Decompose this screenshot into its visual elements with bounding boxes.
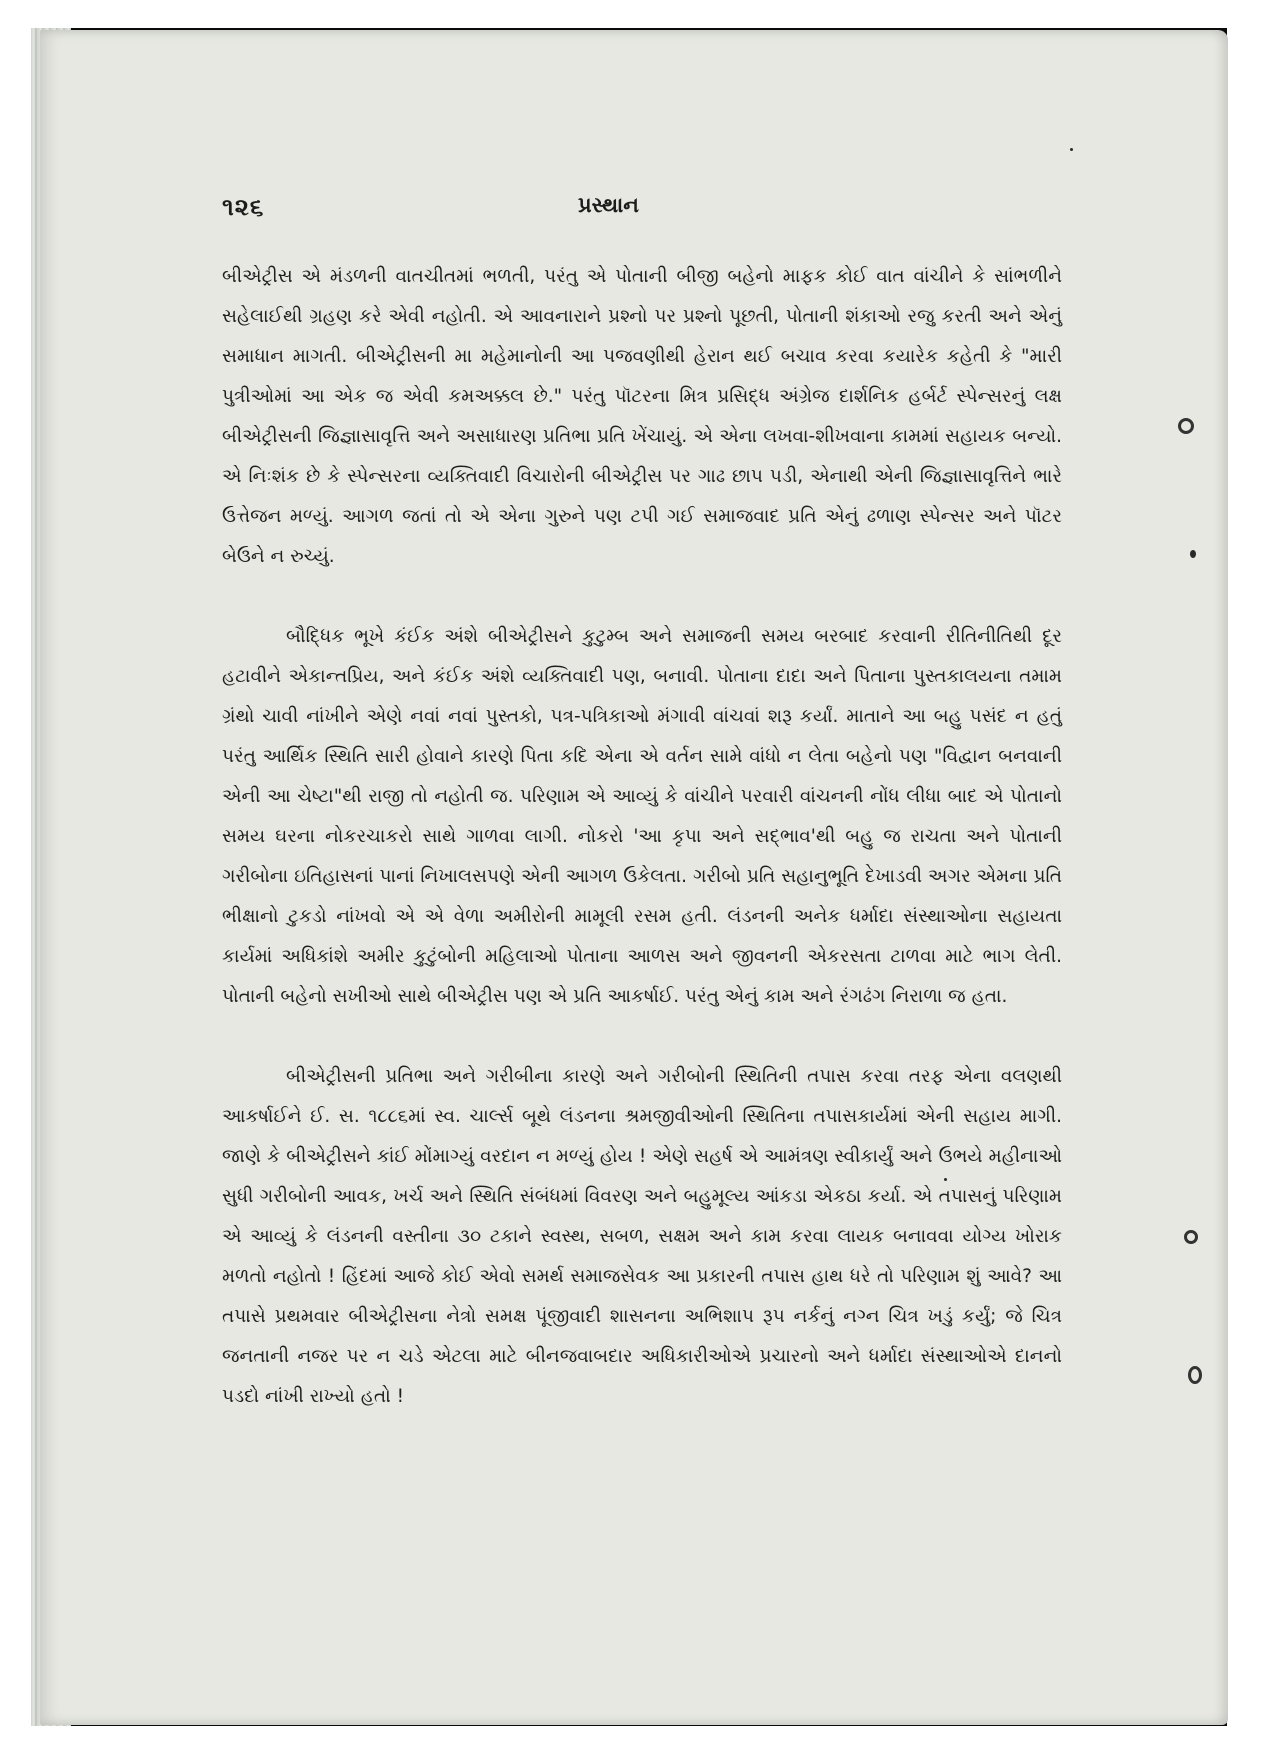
paragraph: બીએટ્રીસની પ્રતિભા અને ગરીબીના કારણે અને ગરીબોની સ્થિતિની તપાસ કરવા તરફ એના વલણથી આકર્ષાઈને ઈ. સ. ૧૮૮૬માં સ્વ. ચાર્લ્સ બૂથે લંડનના શ્રમજીવીઓની સ્થિતિના તપાસકાર્યમાં એની સહાય માગી. જાણે કે બીએટ્રીસને કાંઈ મોંમાગ્યું વરદાન ન મળ્યું હોય ! એણે સહર્ષ એ આમંત્રણ સ્વીકાર્યું અને ઉભયે મહીનાઓ સુધી ગરીબોની આવક, ખર્ચ અને સ્થિતિ સંબંધમાં વિવરણ અને બહુમૂલ્ય આંકડા એકઠા કર્યા. એ તપાસનું પરિણામ એ આવ્યું કે લંડનની વસ્તીના ૩૦ ટકાને સ્વસ્થ, સબળ, સક્ષમ અને કામ કરવા લાયક બનાવવા યોગ્ય ખોરાક મળતો નહોતો ! હિંદમાં આજે કોઈ એવો સમર્થ સમાજસેવક આ પ્રકારની તપાસ હાથ ધરે તો પરિણામ શું આવે? આ તપાસે પ્રથમવાર બીએટ્રીસના નેત્રો સમક્ષ પૂંજીવાદી શાસનના અભિશાપ રૂપ નર્કનું નગ્ન ચિત્ર ખડું કર્યું; જે ચિત્ર જનતાની નજર પર ન ચડે એટલા માટે બીનજવાબદાર અધિકારીઓએ પ્રચારનો અને ધર્માદા સંસ્થાઓએ દાનનો પડદો નાંખી રાખ્યો હતો !: [222, 1066, 1062, 1407]
speck-mark: [1070, 148, 1073, 151]
binding-hole-mark: [1184, 1230, 1198, 1244]
body-text: [222, 257, 1062, 1417]
binding-hole-mark: [1178, 418, 1194, 434]
paragraph: બૌદ્ધિક ભૂખે કંઈક અંશે બીએટ્રીસને કુટુમ્બ અને સમાજની સમય બરબાદ કરવાની રીતિનીતિથી દૂર હટાવીને એકાન્તપ્રિય, અને કંઈક અંશે વ્યક્તિવાદી પણ, બનાવી. પોતાના દાદા અને પિતાના પુસ્તકાલયના તમામ ગ્રંથો ચાવી નાંખીને એણે નવાં નવાં પુસ્તકો, પત્ર-પત્રિકાઓ મંગાવી વાંચવાં શરૂ કર્યાં. માતાને આ બહુ પસંદ ન હતું પરંતુ આર્થિક સ્થિતિ સારી હોવાને કારણે પિતા કદિ એના એ વર્તન સામે વાંધો ન લેતા બહેનો પણ "વિદ્વાન બનવાની એની આ ચેષ્ટા"થી રાજી તો નહોતી જ. પરિણામ એ આવ્યું કે વાંચીને પરવારી વાંચનની નોંધ લીધા બાદ એ પોતાનો સમય ઘરના નોકરચાકરો સાથે ગાળવા લાગી. નોકરો 'આ કૃપા અને સદ્ભાવ'થી બહુ જ રાચતા અને પોતાની ગરીબોના ઇતિહાસનાં પાનાં નિખાલસપણે એની આગળ ઉકેલતા. ગરીબો પ્રતિ સહાનુભૂતિ દેખાડવી અગર એમના પ્રતિ ભીક્ષાનો ટુકડો નાંખવો એ એ વેળા અમીરોની મામૂલી રસમ હતી. લંડનની અનેક ધર્માદા સંસ્થાઓના સહાયતા કાર્યમાં અધિકાંશે અમીર કુટુંબોની મહિલાઓ પોતાના આળસ અને જીવનની એકરસતા ટાળવા માટે ભાગ લેતી. પોતાની બહેનો સખીઓ સાથે બીએટ્રીસ પણ એ પ્રતિ આકર્ષાઈ. પરંતુ એનું કામ અને રંગઢંગ નિરાળા જ હતા.: [222, 626, 1062, 1007]
running-title: પ્રસ્થાન: [578, 192, 639, 217]
page-header: [222, 192, 1062, 232]
paragraph: બીએટ્રીસ એ મંડળની વાતચીતમાં ભળતી, પરંતુ એ પોતાની બીજી બહેનો માફક કોઈ વાત વાંચીને કે સાંભળીને સહેલાઈથી ગ્રહણ કરે એવી નહોતી. એ આવનારાને પ્રશ્નો પર પ્રશ્નો પૂછતી, પોતાની શંકાઓ રજુ કરતી અને એનું સમાધાન માગતી. બીએટ્રીસની મા મહેમાનોની આ પજવણીથી હેરાન થઈ બચાવ કરવા કયારેક કહેતી કે "મારી પુત્રીઓમાં આ એક જ એવી કમઅક્કલ છે." પરંતુ પૉટરના મિત્ર પ્રસિદ્ધ અંગ્રેજ દાર્શનિક હર્બર્ટ સ્પેન્સરનું લક્ષ બીએટ્રીસની જિજ્ઞાસાવૃત્તિ અને અસાધારણ પ્રતિભા પ્રતિ ખેંચાયું. એ એના લખવા-શીખવાના કામમાં સહાયક બન્યો. એ નિઃશંક છે કે સ્પેન્સરના વ્યક્તિવાદી વિચારોની બીએટ્રીસ પર ગાઢ છાપ પડી, એનાથી એની જિજ્ઞાસાવૃત્તિને ભારે ઉત્તેજન મળ્યું. આગળ જતાં તો એ એના ગુરુને પણ ટપી ગઈ સમાજવાદ પ્રતિ એનું ઢળાણ સ્પેન્સર અને પૉટર બેઉને ન રુચ્યું.: [222, 266, 1062, 567]
page-number: ૧૨૬: [222, 192, 265, 221]
binding-hole-mark: [1188, 1366, 1202, 1384]
speck-mark: [1190, 550, 1196, 558]
